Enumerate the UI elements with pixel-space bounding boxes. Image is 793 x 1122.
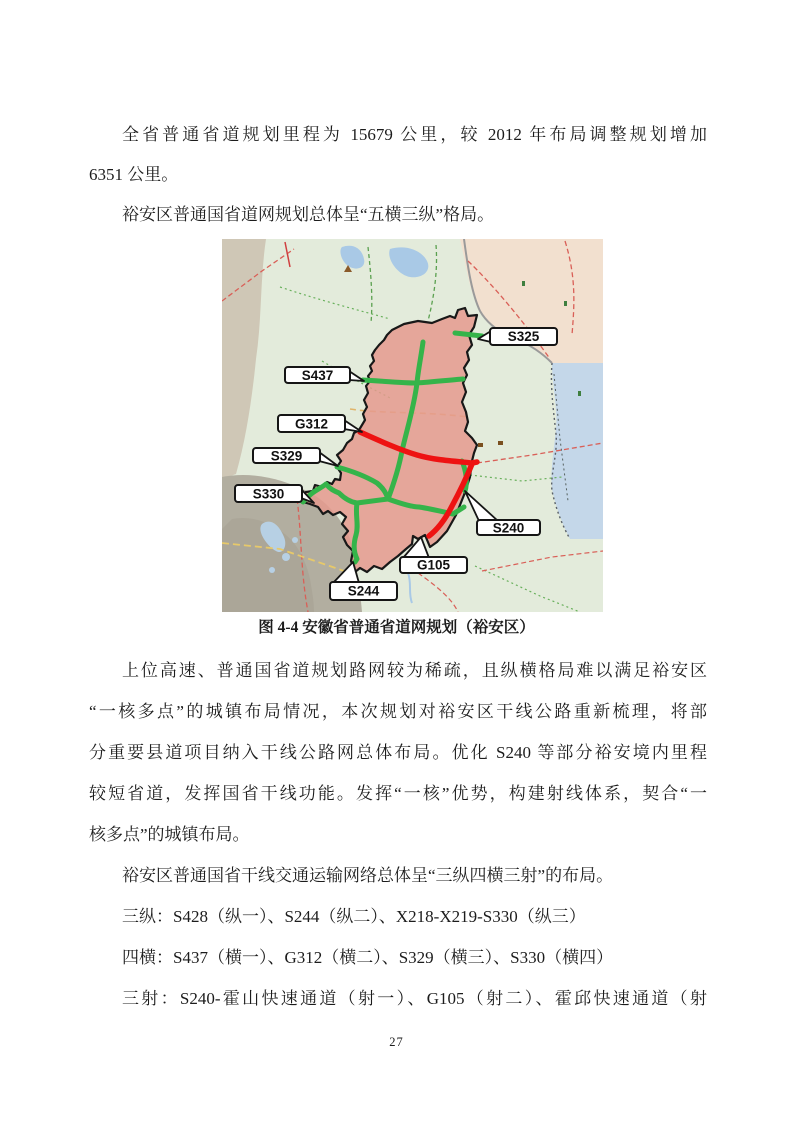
body-paragraphs [89,650,707,1019]
map-label-s437: S437 [301,368,334,383]
paragraph-line: 上位高速、普通国省道规划路网较为稀疏，且纵横格局难以满足裕安区 [122,661,707,680]
paragraph-line: 较短省道，发挥国省干线功能。发挥“一核”优势，构建射线体系，契合“一 [89,784,707,803]
map-label-s244: S244 [347,583,380,599]
map-label-g105: G105 [416,557,451,573]
map-label-s325: S325 [507,329,540,344]
figure-caption: 图 4-4 安徽省普通省道网规划（裕安区） [258,619,535,636]
map-label-g312: G312 [294,416,329,432]
intro-paragraphs [89,115,707,235]
road-list-line: 三纵：S428（纵一）、S244（纵二）、X218-X219-S330（纵三） [122,907,586,926]
province-road-map [222,239,603,612]
page-number: 27 [389,1035,404,1049]
road-s244 [354,503,357,562]
map-label-s240: S240 [492,520,525,536]
paragraph-line: 6351 公里。 [89,165,179,184]
map-label-s330: S330 [252,486,285,502]
road-list-line: 三射：S240-霍山快速通道（射一）、G105（射二）、霍邱快速通道（射 [122,989,707,1008]
map-marker-icon [564,301,567,306]
paragraph-line: 裕安区普通国省干线交通运输网络总体呈“三纵四横三射”的布局。 [122,866,614,885]
paragraph-line: 全省普通省道规划里程为 15679 公里，较 2012 年布局调整规划增加 [122,125,707,144]
paragraph-line: 裕安区普通国省道网规划总体呈“五横三纵”格局。 [122,205,495,224]
map-marker-icon [522,281,525,286]
paragraph-line: “一核多点”的城镇布局情况，本次规划对裕安区干线公路重新梳理，将部 [89,702,707,721]
road-s325 [455,333,482,336]
map-marker-icon [478,443,483,447]
paragraph-line: 核多点”的城镇布局。 [89,825,250,844]
map-marker-icon [498,441,503,445]
road-list-line: 四横：S437（横一）、G312（横二）、S329（横三）、S330（横四） [122,948,614,967]
map-reservoir [282,553,290,561]
paragraph-line: 分重要县道项目纳入干线公路网总体布局。优化 S240 等部分裕安境内里程 [89,743,707,762]
map-figure [222,239,603,612]
map-reservoir [292,537,298,543]
map-label-s329: S329 [270,448,303,464]
map-marker-icon [578,391,581,396]
map-reservoir [269,567,275,573]
